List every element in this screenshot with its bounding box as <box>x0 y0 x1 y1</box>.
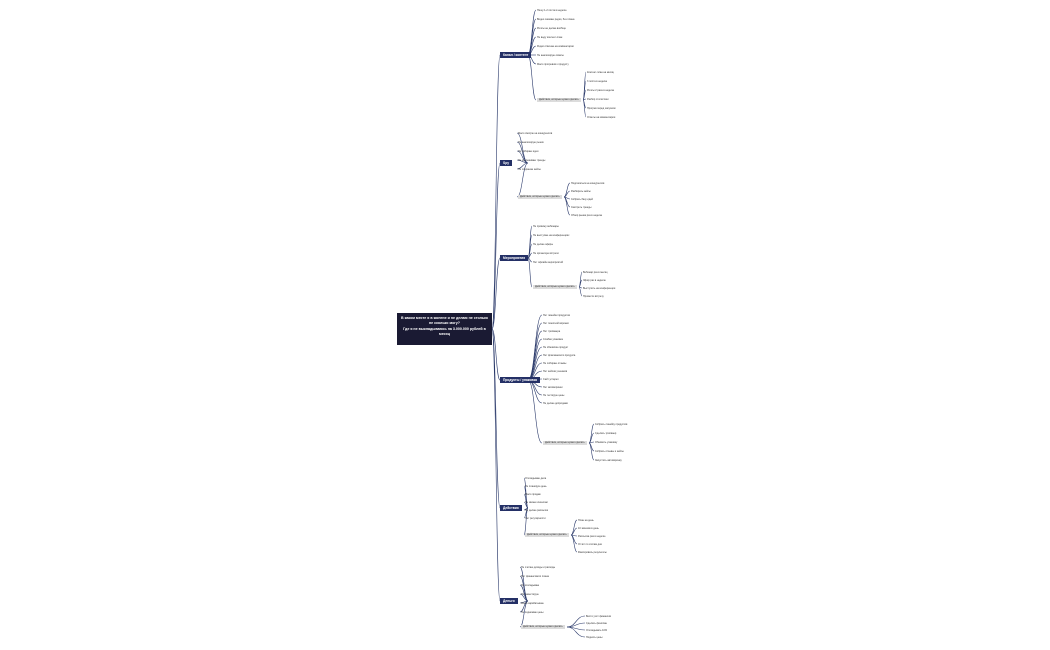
action-item[interactable]: Запустить автоворонку <box>595 458 622 462</box>
action-item[interactable]: Провести встречу <box>583 294 604 298</box>
branch-node[interactable]: Действия <box>500 505 522 511</box>
actions-group-node[interactable]: Действия, которые нужно сделать <box>535 285 575 288</box>
leaf-item[interactable]: Не делаю эфиры <box>533 242 553 246</box>
action-item[interactable]: Рассылка раз в неделю <box>578 534 606 538</box>
action-item[interactable]: 3 поста в неделю <box>587 79 608 83</box>
leaf-item[interactable]: Не обновляю продукт <box>543 345 569 349</box>
leaf-item[interactable]: Не звоню клиентам <box>525 500 548 504</box>
action-item[interactable]: Ответы на комментарии <box>587 115 616 119</box>
leaf-item[interactable]: Нет трипваера <box>543 329 561 333</box>
leaf-item[interactable]: Не делаю рассылки <box>525 508 549 512</box>
leaf-item[interactable]: Не поднимаю цены <box>521 610 544 614</box>
leaf-item[interactable]: Не веду контент-план <box>537 35 563 39</box>
leaf-item[interactable]: Не отслеживаю тренды <box>518 158 546 162</box>
action-item[interactable]: Разбор статистики <box>587 97 609 101</box>
leaf-item[interactable]: Не считаю доходы и расходы <box>521 565 556 569</box>
action-item[interactable]: Разбирать кейсы <box>571 189 591 193</box>
leaf-item[interactable]: Нет линейки продуктов <box>543 313 570 317</box>
leaf-item[interactable]: Нет понятной воронки <box>543 321 569 325</box>
branch-node[interactable]: Продукты / упаковка <box>500 377 540 383</box>
leaf-item[interactable]: Не сохраняю кейсы <box>518 167 541 171</box>
leaf-item[interactable]: Не планирую день <box>525 484 547 488</box>
leaf-item[interactable]: Не анализирую рынок <box>518 140 544 144</box>
action-item[interactable]: Смотреть тренды <box>571 205 592 209</box>
leaf-item[interactable]: Не тестирую цены <box>543 393 565 397</box>
leaf-item[interactable]: Нет регулярности <box>525 516 546 520</box>
action-item[interactable]: Прогрев перед запуском <box>587 106 616 110</box>
leaf-item[interactable]: Мало продаж <box>525 492 541 496</box>
leaf-item[interactable]: Не выступаю на конференциях <box>533 233 570 237</box>
branch-node[interactable]: Spy <box>500 160 512 166</box>
action-item[interactable]: Выступить на конференции <box>583 286 616 290</box>
leaf-item[interactable]: Не собираю идеи <box>518 149 539 153</box>
action-item[interactable]: 10 звонков в день <box>578 526 599 530</box>
action-item[interactable]: Собрать базу идей <box>571 197 593 201</box>
leaf-item[interactable]: Редко отвечаю на комментарии <box>537 44 574 48</box>
leaf-item[interactable]: Слабая упаковка <box>543 337 563 341</box>
actions-group-node[interactable]: Действия, которые нужно сделать <box>520 195 560 198</box>
branch-node[interactable]: Мероприятия <box>500 255 528 261</box>
action-item[interactable]: Вебинар раз в месяц <box>583 270 608 274</box>
leaf-item[interactable]: Нет автоворонки <box>543 385 563 389</box>
action-item[interactable]: Сделать трипваер <box>595 431 617 435</box>
action-item[interactable]: Собрать линейку продуктов <box>595 422 628 426</box>
leaf-item[interactable]: Не откладываю <box>521 583 540 587</box>
action-item[interactable]: Отчёт по итогам дня <box>578 542 602 546</box>
leaf-item[interactable]: Не собираю отзывы <box>543 361 567 365</box>
leaf-item[interactable]: Нет кейсов учеников <box>543 369 568 373</box>
leaf-item[interactable]: Мало зарабатываю <box>521 601 544 605</box>
root-title: В каком месте я в жопене и не делаю не столько не сколько могу? <box>400 316 489 325</box>
leaf-item[interactable]: Пишу 1-2 поста в неделю <box>537 8 567 12</box>
action-item[interactable]: Подписаться на конкурентов <box>571 181 605 185</box>
leaf-item[interactable]: Не организую встречи <box>533 251 559 255</box>
actions-group-node[interactable]: Действия, которые нужно сделать <box>539 98 579 101</box>
action-item[interactable]: Эфир раз в неделю <box>583 278 606 282</box>
leaf-item[interactable]: Мало прогревов к продукту <box>537 62 569 66</box>
leaf-item[interactable]: Видео снимаю редко, без плана <box>537 17 575 21</box>
leaf-item[interactable]: Сайт устарел <box>543 377 559 381</box>
leaf-item[interactable]: Не провожу вебинары <box>533 224 559 228</box>
branch-node[interactable]: Канал / контент <box>500 52 531 58</box>
leaf-item[interactable]: Откладываю дела <box>525 476 547 480</box>
leaf-item[interactable]: Не инвестирую <box>521 592 539 596</box>
leaf-item[interactable]: Нет офлайн мероприятий <box>533 260 563 264</box>
actions-group-node[interactable]: Действия, которые нужно сделать <box>545 441 585 444</box>
leaf-item[interactable]: Мало смотрю на конкурентов <box>518 131 553 135</box>
leaf-item[interactable]: Не анализирую охваты <box>537 53 564 57</box>
action-item[interactable]: Сделать финплан <box>586 621 607 625</box>
actions-group-node[interactable]: Действия, которые нужно сделать <box>527 533 567 536</box>
action-item[interactable]: Фиксировать результаты <box>578 550 607 554</box>
actions-group-node[interactable]: Действия, которые нужно сделать <box>523 625 563 628</box>
action-item[interactable]: Поднять цены <box>586 635 603 639</box>
action-item[interactable]: Вести учёт финансов <box>586 614 611 618</box>
action-item[interactable]: Собрать отзывы и кейсы <box>595 449 624 453</box>
action-item[interactable]: План на день <box>578 518 594 522</box>
root-subtitle: Где я не выкладываюсь на 3.000.000 рублей в месяц <box>403 327 486 336</box>
action-item[interactable]: Обновить упаковку <box>595 440 618 444</box>
root-node[interactable] <box>397 313 492 345</box>
leaf-item[interactable]: Рилсы не делаю вообще <box>537 26 566 30</box>
action-item[interactable]: Обзор рынка раз в неделю <box>571 213 603 217</box>
action-item[interactable]: Рилсы 2 раза в неделю <box>587 88 615 92</box>
action-item[interactable]: Откладывать 10% <box>586 628 608 632</box>
leaf-item[interactable]: Нет финансового плана <box>521 574 549 578</box>
leaf-item[interactable]: Не делаю допродажи <box>543 401 568 405</box>
branch-node[interactable]: Деньги <box>500 598 518 604</box>
action-item[interactable]: Контент-план на месяц <box>587 70 614 74</box>
leaf-item[interactable]: Нет флагманского продукта <box>543 353 576 357</box>
